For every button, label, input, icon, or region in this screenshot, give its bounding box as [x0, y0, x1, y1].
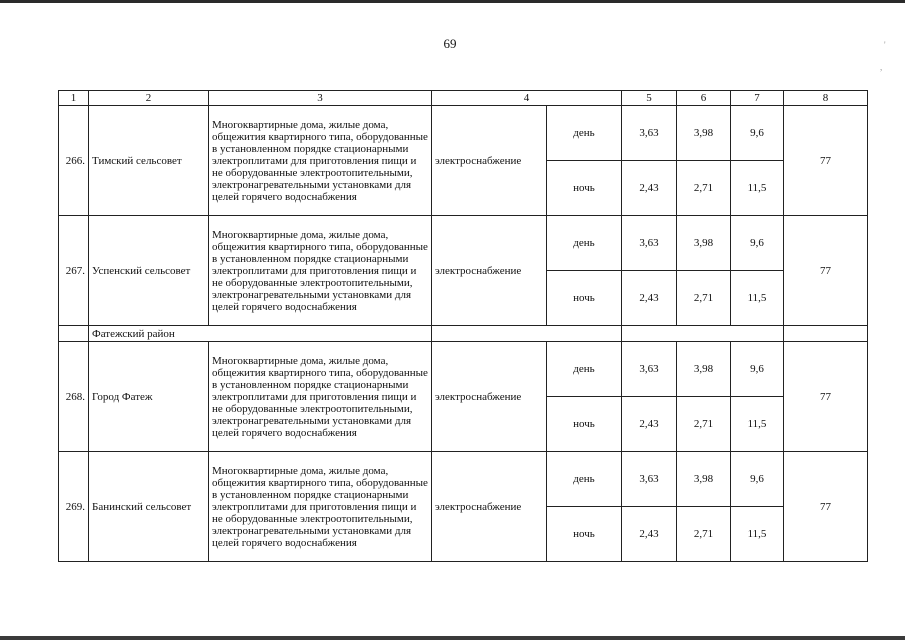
header-cell: 2: [89, 91, 209, 106]
scan-speck: ': [884, 40, 886, 50]
night-col5: 2,43: [622, 507, 677, 562]
zone-label-day: день: [547, 342, 622, 397]
night-col7: 11,5: [731, 271, 784, 326]
night-col6: 2,71: [677, 397, 731, 452]
day-col7: 9,6: [731, 216, 784, 271]
service-type: электроснабжение: [432, 452, 547, 562]
col8-value: 77: [784, 342, 868, 452]
table-row: [59, 216, 868, 271]
night-col7: 11,5: [731, 507, 784, 562]
service-type: электроснабжение: [432, 216, 547, 326]
consumer-description: Многоквартирные дома, жилые дома, общежития квартирного типа, оборудованные в установленном порядке стационарными электроплитами для приготовления пищи и не оборудованные электроотопительными, электронагревательными установками для целей горячего водоснабжения: [209, 216, 432, 326]
night-col6: 2,71: [677, 507, 731, 562]
day-col7: 9,6: [731, 106, 784, 161]
tariff-table: [58, 90, 868, 562]
service-type: электроснабжение: [432, 342, 547, 452]
settlement-name: Успенский сельсовет: [89, 216, 209, 326]
scan-speck: ,: [880, 62, 883, 72]
day-col6: 3,98: [677, 216, 731, 271]
settlement-name: Город Фатеж: [89, 342, 209, 452]
table-row: [59, 452, 868, 507]
service-type: электроснабжение: [432, 106, 547, 216]
settlement-name: Тимский сельсовет: [89, 106, 209, 216]
header-cell: 7: [731, 91, 784, 106]
consumer-description: Многоквартирные дома, жилые дома, общежития квартирного типа, оборудованные в установленном порядке стационарными электроплитами для приготовления пищи и не оборудованные электроотопительными, электронагревательными установками для целей горячего водоснабжения: [209, 452, 432, 562]
header-cell: 4: [432, 91, 622, 106]
zone-label-day: день: [547, 216, 622, 271]
district-row: [59, 326, 868, 342]
district-name: Фатежский район: [89, 326, 432, 342]
zone-label-day: день: [547, 106, 622, 161]
day-col5: 3,63: [622, 106, 677, 161]
consumer-description: Многоквартирные дома, жилые дома, общежития квартирного типа, оборудованные в установленном порядке стационарными электроплитами для приготовления пищи и не оборудованные электроотопительными, электронагревательными установками для целей горячего водоснабжения: [209, 106, 432, 216]
day-col7: 9,6: [731, 342, 784, 397]
row-number: 266.: [59, 106, 89, 216]
night-col7: 11,5: [731, 397, 784, 452]
night-col5: 2,43: [622, 271, 677, 326]
day-col6: 3,98: [677, 452, 731, 507]
night-col7: 11,5: [731, 161, 784, 216]
day-col6: 3,98: [677, 106, 731, 161]
col8-value: 77: [784, 106, 868, 216]
header-row: [59, 91, 868, 106]
consumer-description: Многоквартирные дома, жилые дома, общежития квартирного типа, оборудованные в установленном порядке стационарными электроплитами для приготовления пищи и не оборудованные электроотопительными, электронагревательными установками для целей горячего водоснабжения: [209, 342, 432, 452]
day-col5: 3,63: [622, 452, 677, 507]
district-num-cell: [59, 326, 89, 342]
district-empty-cell: [432, 326, 622, 342]
zone-label-day: день: [547, 452, 622, 507]
night-col6: 2,71: [677, 161, 731, 216]
zone-label-night: ночь: [547, 161, 622, 216]
settlement-name: Банинский сельсовет: [89, 452, 209, 562]
day-col5: 3,63: [622, 216, 677, 271]
day-col5: 3,63: [622, 342, 677, 397]
night-col5: 2,43: [622, 397, 677, 452]
header-cell: 6: [677, 91, 731, 106]
table-row: [59, 342, 868, 397]
scan-edge-top: [0, 0, 905, 3]
row-number: 269.: [59, 452, 89, 562]
row-number: 267.: [59, 216, 89, 326]
header-cell: 1: [59, 91, 89, 106]
district-empty-cell: [784, 326, 868, 342]
header-cell: 5: [622, 91, 677, 106]
day-col6: 3,98: [677, 342, 731, 397]
district-empty-cell: [622, 326, 784, 342]
zone-label-night: ночь: [547, 397, 622, 452]
col8-value: 77: [784, 216, 868, 326]
header-cell: 8: [784, 91, 868, 106]
scan-edge-bottom: [0, 636, 905, 640]
zone-label-night: ночь: [547, 271, 622, 326]
night-col5: 2,43: [622, 161, 677, 216]
page-number: 69: [443, 36, 457, 51]
table-row: [59, 106, 868, 161]
header-cell: 3: [209, 91, 432, 106]
row-number: 268.: [59, 342, 89, 452]
day-col7: 9,6: [731, 452, 784, 507]
col8-value: 77: [784, 452, 868, 562]
zone-label-night: ночь: [547, 507, 622, 562]
night-col6: 2,71: [677, 271, 731, 326]
